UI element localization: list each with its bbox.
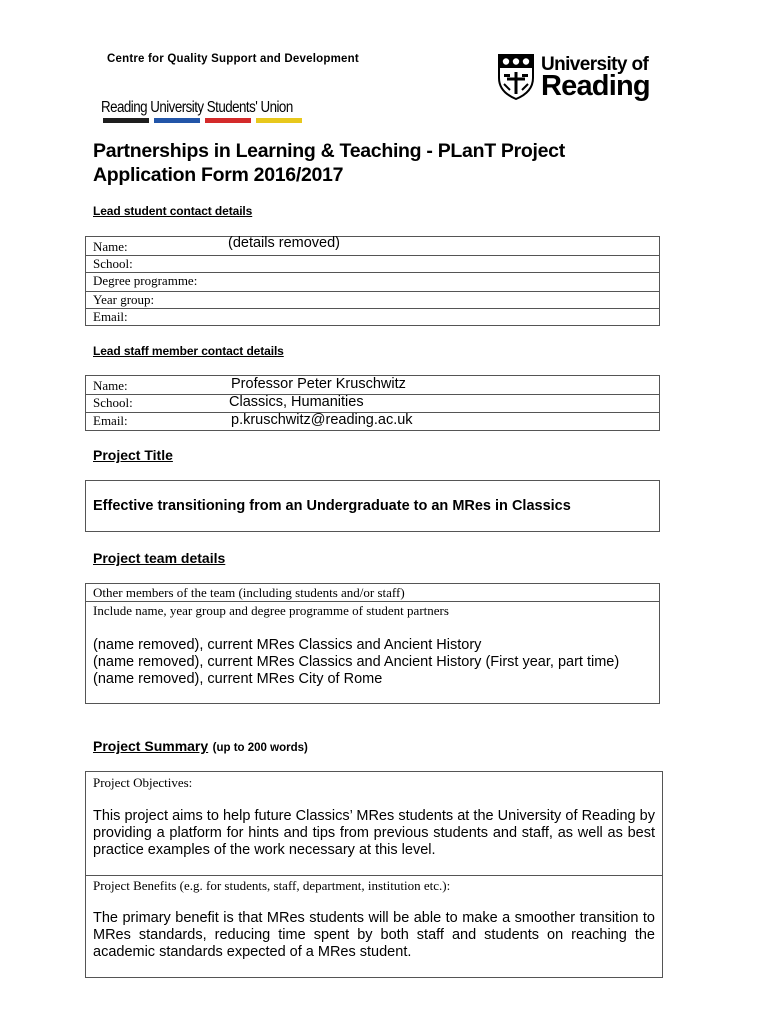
team-row1-label: Other members of the team (including students and/or staff): [93, 585, 405, 600]
page-title-line1: Partnerships in Learning & Teaching - PLanT Project: [93, 140, 565, 162]
row-label-name: Name:: [86, 237, 660, 256]
rusu-logo: [101, 99, 303, 125]
rusu-bar-black: [103, 118, 149, 123]
table-row: [86, 273, 660, 292]
student-name-value: (details removed): [228, 235, 341, 251]
row-label-school: School:: [86, 256, 660, 273]
staff-school-value: Classics, Humanities: [229, 394, 364, 410]
row-label-year: Year group:: [86, 292, 660, 309]
rusu-logo-text: Reading University Students' Union: [101, 99, 293, 116]
rusu-bar-yellow: [256, 118, 302, 123]
objectives-text: This project aims to help future Classics’ MRes students at the University of Reading by providing a platform for hints and tips from previous students and staff, as well as best practice examples of the work necessary at this level.: [93, 808, 655, 858]
university-logo-line2: Reading: [541, 70, 650, 102]
university-logo: [498, 54, 658, 104]
university-shield-icon: [498, 54, 534, 100]
row-label-email: Email:: [86, 309, 660, 326]
list-item: (name removed), current MRes Classics and Ancient History: [93, 637, 482, 653]
table-row: [86, 237, 660, 256]
page-title-line2: Application Form 2016/2017: [93, 164, 344, 186]
team-row2-label: Include name, year group and degree programme of student partners: [93, 603, 449, 618]
university-logo-line1: University of: [541, 54, 649, 75]
page-title: [93, 139, 565, 187]
centre-name: Centre for Quality Support and Development: [107, 53, 359, 65]
summary-heading-line: [93, 738, 308, 756]
row-label-name: Name:: [86, 376, 660, 395]
summary-note: (up to 200 words): [212, 742, 308, 754]
list-item: (name removed), current MRes City of Rome: [93, 671, 383, 687]
project-title-heading: Project Title: [93, 447, 173, 463]
table-row: [86, 256, 660, 273]
lead-student-heading: Lead student contact details: [93, 204, 253, 218]
team-heading: Project team details: [93, 550, 226, 566]
team-row2: [85, 601, 660, 704]
project-title-value: Effective transitioning from an Undergraduate to an MRes in Classics: [93, 498, 571, 514]
benefits-label: Project Benefits (e.g. for students, staff, department, institution etc.):: [93, 878, 451, 893]
objectives-box: [85, 771, 663, 876]
table-row: [86, 309, 660, 326]
table-row: [86, 395, 660, 413]
benefits-text: The primary benefit is that MRes students will be able to make a smoother transition to MRes standards, reducing time spent by both staff and students on reaching the academic standards expected of a MRes student.: [93, 910, 655, 960]
staff-email-value: p.kruschwitz@reading.ac.uk: [231, 412, 413, 428]
team-row1: [85, 583, 660, 602]
list-item: (name removed), current MRes Classics and Ancient History (First year, part time): [93, 654, 620, 670]
rusu-color-bars: [103, 118, 303, 123]
benefits-box: [85, 875, 663, 978]
team-members-list: [93, 637, 648, 688]
summary-heading: Project Summary: [93, 738, 209, 754]
row-label-degree: Degree programme:: [86, 273, 660, 292]
objectives-label: Project Objectives:: [93, 775, 193, 790]
rusu-bar-red: [205, 118, 251, 123]
lead-student-table: [85, 236, 660, 326]
row-label-email: Email:: [86, 413, 660, 431]
lead-staff-heading: Lead staff member contact details: [93, 344, 284, 358]
row-label-school: School:: [86, 395, 660, 413]
table-row: [86, 292, 660, 309]
rusu-bar-blue: [154, 118, 200, 123]
staff-name-value: Professor Peter Kruschwitz: [231, 376, 406, 392]
project-title-box: [85, 480, 660, 532]
